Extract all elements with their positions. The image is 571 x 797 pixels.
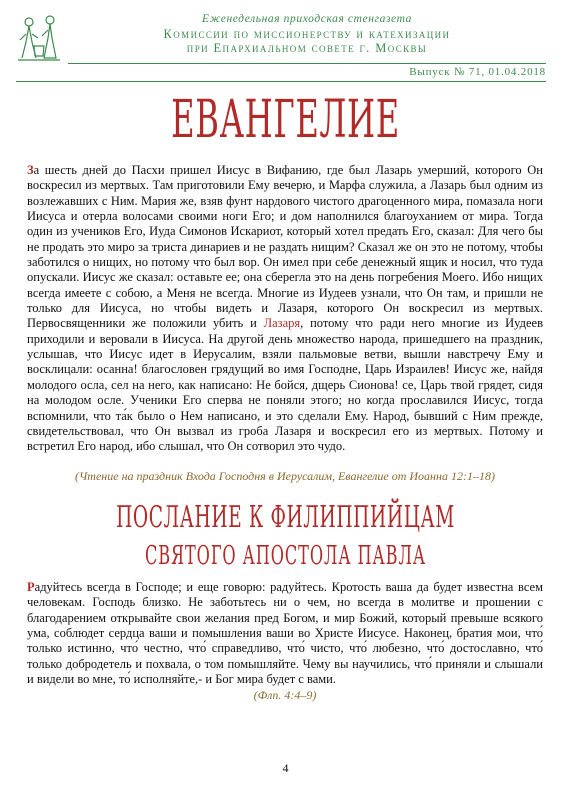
masthead <box>16 12 546 84</box>
epistle-text-body: адуйтесь всегда в Господе; и еще говорю: радуйтесь. Кротость ваша да будет известна всем человекам. Господь близко. Не заботьтесь ни о чем, но всегда в молитве и прошении с благодарением открывайте свои желания пред Богом, и мир Божий, который превыше всякого ума, соблюдет сердца ваши и помышления ваши во Христе Иисусе. Наконец, братия мои, что́ только истинно, что́ честно, что́ справедливо, что́ чисто, что́ любезно, что́ достославно, что́ только добродетель и похвала, о том помышляйте. Чему вы научились, что́ приняли и слышали и видели во мне, то́ исполняйте,- и Бог мира будет с вами. <box>27 580 543 687</box>
gospel-text-part-a: а шесть дней до Пасхи пришел Иисус в Вифанию, где был Лазарь умерший, которого Он воскресил из мертвых. Там приготовили Ему вечерю, и Марфа служила, а Лазарь был одним из возлежавших с Ним. Мария же, взяв фунт нардового чистого драгоценного мира, помазала ноги Иисуса и отерла волосами своими ноги Его; и дом наполнился благоуханием от мира. Тогда один из учеников Его, Иуда Симонов Искариот, который хотел предать Его, сказал: Для чего бы не продать это миро за триста динариев и не раздать нищим? Сказал же он это не потому, чтобы заботился о нищих, но потому что был вор. Он имел при себе денежный ящик и носил, что туда опускали. Иисус же сказал: оставьте ее; она сберегла это на день погребения Моего. Ибо нищих всегда имеете с собою, а Меня не всегда. Многие из Иудеев узнали, что Он там, и пришли не только для Иисуса, но чтобы видеть и Лазаря, которого Он воскресил из мертвых. Первосвященники же положили убить и <box>27 163 543 331</box>
issue-info: Выпуск № 71, 01.04.2018 <box>409 66 546 78</box>
gospel-title: ЕВАНГЕЛИЕ <box>171 90 400 150</box>
epistle-subtitle: СВЯТОГО АПОСТОЛА ПАВЛА <box>145 541 426 571</box>
gospel-source: (Чтение на праздник Входа Господня в Иерусалим, Евангелие от Иоанна 12:1–18) <box>75 469 495 483</box>
masthead-bottom-divider <box>16 81 546 82</box>
gospel-highlight: Лазаря <box>263 316 301 331</box>
masthead-divider <box>68 63 546 64</box>
masthead-org-2: при Епархиальном совете г. Москвы <box>186 41 428 55</box>
gospel-dropcap: З <box>27 163 34 177</box>
epistle-dropcap: Р <box>27 580 35 594</box>
gospel-text-part-b: , потому что ради него многие из Иудеев приходили и веровали в Иисуса. На другой день множество народа, пришедшего на праздник, услышав, что Иисус идет в Иерусалим, взяли пальмовые ветви, вышли навстречу Ему и восклицали: осанна! благословен грядущий во имя Господне, Царь Израилев! Иисус же, найдя молодого осла, сел на него, как написано: Не бойся, дщерь Сионова! се, Царь твой грядет, сидя на молодом осле. Ученики Его сперва не поняли этого; но когда прославился Иисус, тогда вспомнили, что та́к было о Нем написано, и это сделали Ему. Народ, бывший с Ним прежде, свидетельствовал, что Он вызвал из гроба Лазаря и воскресил его из мертвых. Потому и встретил Его народ, ибо слышал, что Он сотворил это чудо. <box>27 316 543 454</box>
epistle-source: (Флп. 4:4–9) <box>253 688 317 702</box>
masthead-subtitle: Еженедельная приходская стенгазета <box>201 13 413 25</box>
gospel-text <box>27 163 543 455</box>
masthead-org: Комиссии по миссионерству и катехизации <box>163 27 451 41</box>
masthead-text <box>68 12 546 55</box>
page-number: 4 <box>282 761 289 775</box>
epistle-title: ПОСЛАНИЕ К ФИЛИППИЙЦАМ <box>116 500 455 535</box>
epistle-text <box>27 580 543 687</box>
logo-icon <box>16 12 62 66</box>
